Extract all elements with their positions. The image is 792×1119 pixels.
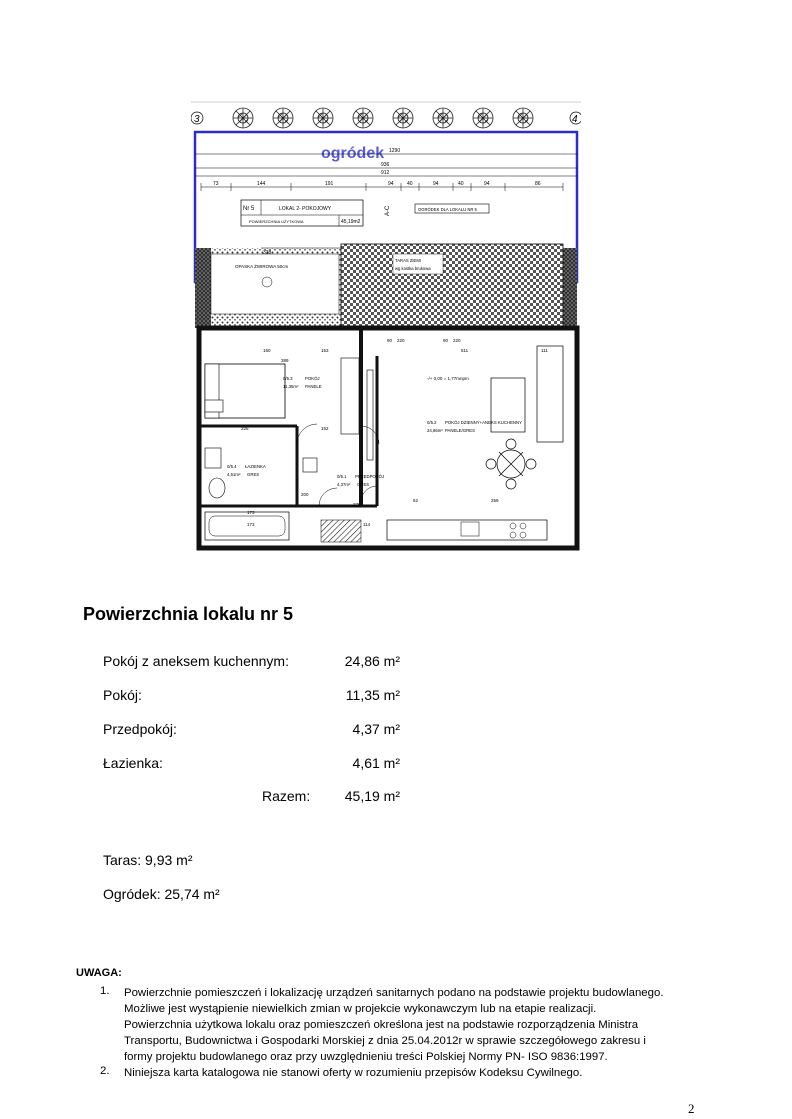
dim-seg: 94 xyxy=(433,181,439,187)
page-number: 2 xyxy=(688,1101,695,1116)
unit-number: Nr 5 xyxy=(243,206,255,212)
room-name: ŁAZIENKA xyxy=(245,464,266,469)
marker-circle-icon xyxy=(262,277,272,287)
sink-icon xyxy=(461,522,479,536)
room-label-pokoj xyxy=(283,376,322,389)
note-number: 2. xyxy=(100,1065,110,1077)
dim-seg: 191 xyxy=(325,181,334,187)
room-row-label: Pokój: xyxy=(103,687,142,703)
note-line: Transportu, Budownictwa i Gospodarki Morskiej z dnia 25.04.2012r w sprawie szczegółowego zakresu i xyxy=(124,1035,646,1047)
room-code: 0/5.4 xyxy=(227,464,237,469)
room-area: 24,86m² xyxy=(427,428,443,433)
room-area: 4,37m² xyxy=(337,482,351,487)
note-line: Powierzchnie pomieszczeń i lokalizację urządzeń sanitarnych podano na podstawie projektu budowlanego. xyxy=(124,987,664,999)
dim: 389 xyxy=(281,358,289,363)
washbasin-icon xyxy=(205,448,221,468)
note-line: Możliwe jest wystąpienie niewielkich zmian w projekcie wykonawczym lub na etapie realizacji. xyxy=(124,1003,597,1015)
dim: 173 xyxy=(247,522,255,527)
note-2 xyxy=(124,1065,714,1081)
dim: 220 xyxy=(397,338,405,343)
dim: 225 xyxy=(241,426,249,431)
dim: 52 xyxy=(413,498,419,503)
garden-label: ogródek xyxy=(321,145,385,162)
dim: 150 xyxy=(263,348,271,353)
gravel-strip-label: OPASKA ŻWIROWA 50cm xyxy=(235,264,289,269)
room-row-value: 4,37 m² xyxy=(352,721,400,737)
dim-seg: 73 xyxy=(213,181,219,187)
dim: 200 xyxy=(301,492,309,497)
room-floor: PANELE/GRES xyxy=(445,428,476,433)
room-area: 11,35m² xyxy=(283,384,299,389)
room-area: 4,61m² xyxy=(227,472,241,477)
nightstand xyxy=(205,400,223,412)
dim-seg: 94 xyxy=(484,181,490,187)
room-name: POKÓJ DZIENNY+ANEKS KUCHENNY xyxy=(445,420,523,425)
total-value: 45,19 m² xyxy=(344,788,400,804)
note-line: Powierzchnia użytkowa lokalu oraz pomieszczeń określona jest na podstawie rozporządzenia Ministra xyxy=(124,1019,639,1031)
terrace xyxy=(341,244,563,330)
unit-area-label: POWIERZCHNIA UŻYTKOWA xyxy=(249,219,304,224)
dining-table-icon xyxy=(486,439,536,489)
dim: 114 xyxy=(363,522,371,527)
room-row-value: 11,35 m² xyxy=(345,687,400,703)
entrance-mat xyxy=(321,520,361,542)
axis-label-4: 4 xyxy=(572,114,578,125)
dim-328: 328 xyxy=(263,250,272,256)
dim-seg: 94 xyxy=(388,181,394,187)
misc-dimensions xyxy=(241,338,548,527)
room-code: 0/5.2 xyxy=(427,420,437,425)
plinth-left xyxy=(195,248,211,328)
room-row-label: Łazienka: xyxy=(103,755,163,771)
dim: 90 xyxy=(443,338,449,343)
room-floor: PANELE xyxy=(305,384,322,389)
level-mark: -/+ 0,00 = 1,77mnpm xyxy=(427,376,469,381)
axis-marker-4 xyxy=(570,112,581,125)
room-row-label: Przedpokój: xyxy=(103,721,177,737)
dim-seg: 40 xyxy=(407,181,413,187)
note-number: 1. xyxy=(100,985,110,997)
dim: 259 xyxy=(491,498,499,503)
room-floor: GRES xyxy=(357,482,370,487)
floor-plan xyxy=(191,96,581,552)
terrace-note-1: TARAS ZIEMI xyxy=(395,258,421,263)
page-title: Powierzchnia lokalu nr 5 xyxy=(83,604,294,624)
dim: 173 xyxy=(247,510,255,515)
dim-top: 1290 xyxy=(389,148,401,154)
room-label-lazienka xyxy=(227,464,266,477)
terrace-area: Taras: 9,93 m² xyxy=(103,852,193,868)
unit-area-value: 45,19m2 xyxy=(341,219,361,225)
total-label: Razem: xyxy=(262,788,311,804)
terrace-note-2: wg kostka brukowa xyxy=(395,266,431,271)
dim: 152 xyxy=(321,426,329,431)
dim-seg: 86 xyxy=(535,181,541,187)
room-row-value: 24,86 m² xyxy=(344,653,400,669)
dim: 220 xyxy=(453,338,461,343)
garden-box xyxy=(415,204,489,213)
dim-segments xyxy=(213,181,541,187)
dim: 111 xyxy=(541,348,548,353)
dim: 276 xyxy=(353,502,361,507)
room-code: 0/5.3 xyxy=(283,376,293,381)
section-mark: A-C xyxy=(385,205,391,216)
dim-seg: 144 xyxy=(257,181,266,187)
axis-marker-3 xyxy=(191,112,203,125)
wardrobe xyxy=(341,358,359,434)
room-floor: GRES xyxy=(247,472,260,477)
plinth-right xyxy=(561,248,577,328)
room-row-label: Pokój z aneksem kuchennym: xyxy=(103,653,289,669)
dim: 90 xyxy=(387,338,393,343)
trees-row xyxy=(233,108,533,128)
room-row-value: 4,61 m² xyxy=(352,755,400,771)
unit-info-box xyxy=(241,200,363,226)
room-name: PRZEDPOKÓJ xyxy=(355,474,385,479)
note-line: formy projektu budowlanego oraz przy uwzględnieniu treści Polskiej Normy PN- ISO 9836:1997. xyxy=(124,1051,608,1063)
dim: 153 xyxy=(321,348,329,353)
dim: 511 xyxy=(461,348,469,353)
note-1 xyxy=(124,985,714,1065)
room-name: POKÓJ xyxy=(305,376,320,381)
dim-seg: 40 xyxy=(458,181,464,187)
dim-936: 936 xyxy=(381,162,390,168)
note-line: Niniejsza karta katalogowa nie stanowi oferty w rozumieniu przepisów Kodeksu Cywilnego. xyxy=(124,1067,583,1079)
garden-box-label: OGRÓDEK DLA LOKALU NR 5 xyxy=(418,207,477,212)
notes-heading: UWAGA: xyxy=(76,967,122,979)
unit-type: LOKAL 2- POKOJOWY xyxy=(279,206,332,212)
dim-912: 912 xyxy=(381,170,390,176)
axis-label-3: 3 xyxy=(194,114,200,125)
room-code: 0/5.1 xyxy=(337,474,347,479)
garden-area: Ogródek: 25,74 m² xyxy=(103,886,220,902)
toilet-icon xyxy=(209,478,225,498)
